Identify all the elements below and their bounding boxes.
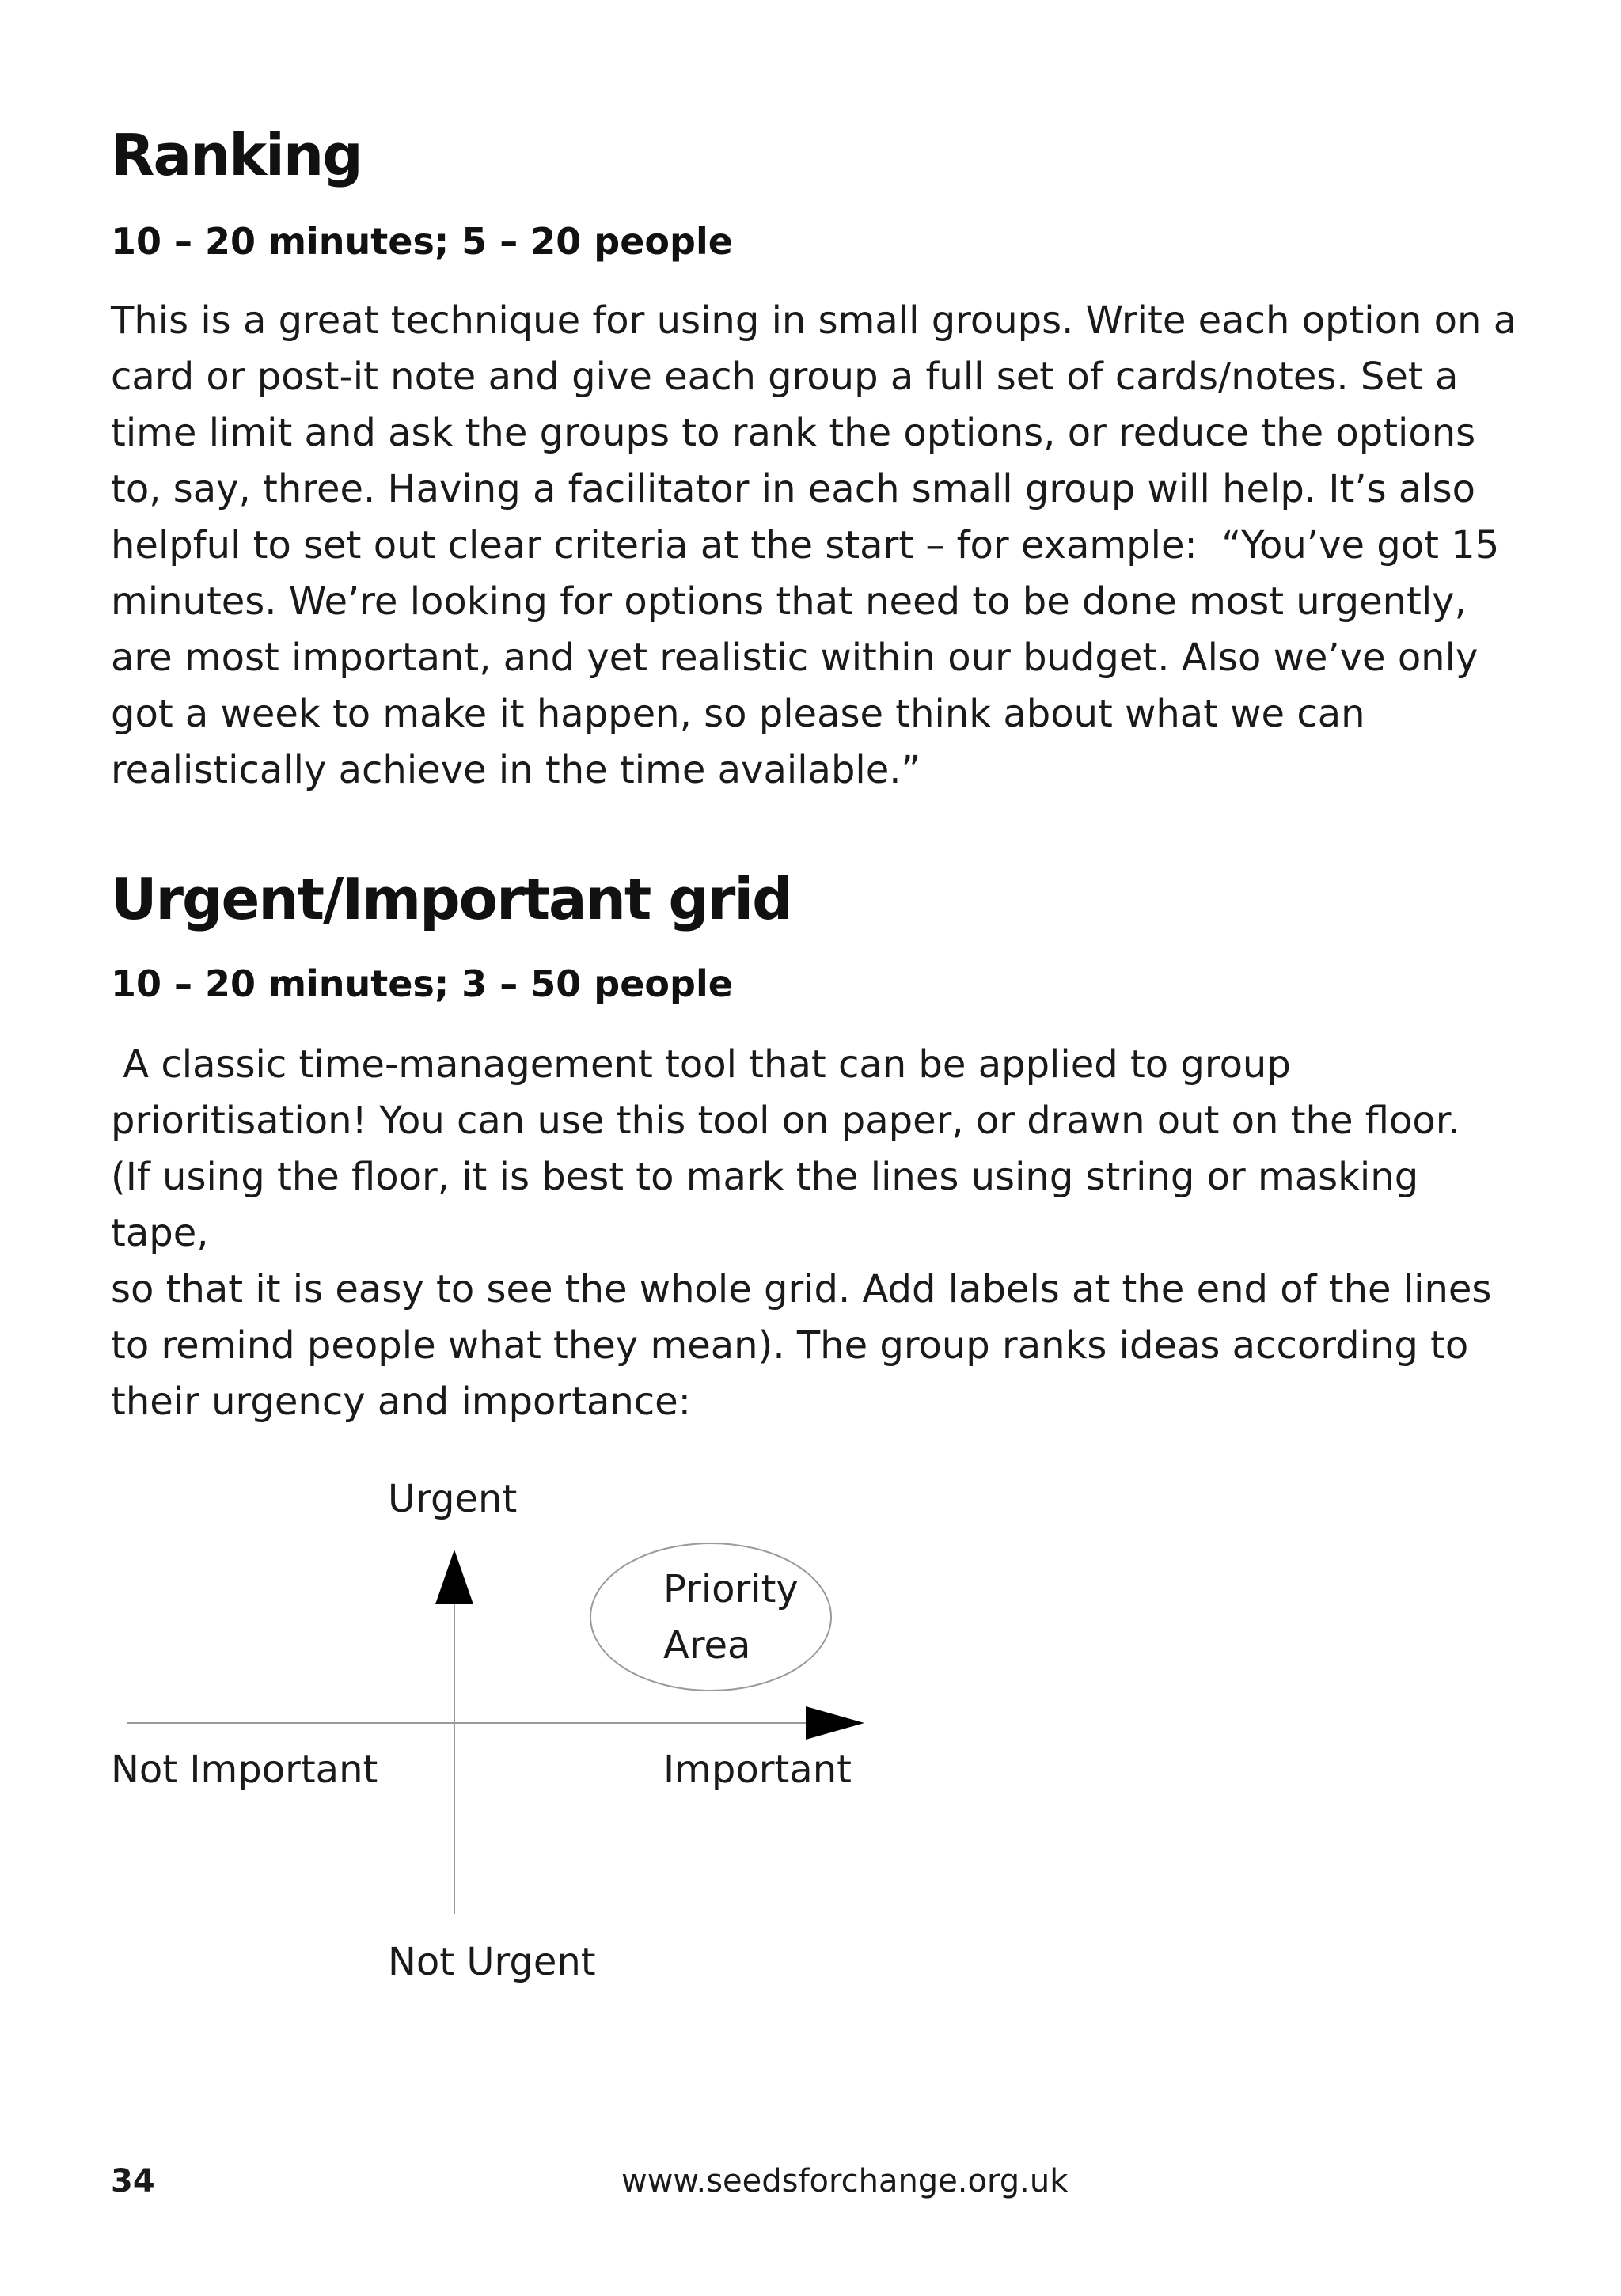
body-line: minutes. We’re looking for options that need to be done most urgently, bbox=[111, 579, 1467, 624]
body-line: This is a great technique for using in small groups. Write each option on a bbox=[111, 298, 1517, 343]
priority-area-label-line: Area bbox=[663, 1623, 751, 1668]
important-axis-label: Important bbox=[663, 1748, 852, 1792]
up-arrow-head bbox=[435, 1550, 473, 1604]
body-line: to remind people what they mean). The group ranks ideas according to bbox=[111, 1323, 1469, 1368]
urgent-important-duration-meta: 10 – 20 minutes; 3 – 50 people bbox=[111, 962, 733, 1005]
ranking-duration-meta: 10 – 20 minutes; 5 – 20 people bbox=[111, 220, 733, 263]
body-line: time limit and ask the groups to rank the options, or reduce the options bbox=[111, 411, 1476, 455]
body-line: to, say, three. Having a facilitator in each small group will help. It’s also bbox=[111, 467, 1475, 511]
page-number: 34 bbox=[111, 2163, 155, 2199]
priority-area-label-line: Priority bbox=[663, 1567, 799, 1611]
urgent-important-body-text bbox=[111, 1037, 1528, 1430]
urgent-important-heading: Urgent/Important grid bbox=[111, 866, 792, 932]
body-line: prioritisation! You can use this tool on paper, or drawn out on the floor. bbox=[111, 1099, 1460, 1143]
not-important-axis-label: Not Important bbox=[111, 1748, 378, 1792]
body-line: are most important, and yet realistic within our budget. Also we’ve only bbox=[111, 636, 1479, 680]
ranking-body-text bbox=[111, 293, 1528, 799]
not-urgent-axis-label: Not Urgent bbox=[388, 1940, 596, 1984]
body-line: helpful to set out clear criteria at the start – for example: “You’ve got 15 bbox=[111, 523, 1500, 567]
urgent-axis-label: Urgent bbox=[388, 1477, 518, 1521]
body-line: (If using the floor, it is best to mark the lines using string or masking tape, bbox=[111, 1155, 1431, 1255]
priority-area-label bbox=[663, 1562, 799, 1674]
footer-url: www.seedsforchange.org.uk bbox=[621, 2163, 1069, 2199]
body-line: A classic time-management tool that can be applied to group bbox=[111, 1042, 1291, 1087]
body-line: got a week to make it happen, so please think about what we can bbox=[111, 692, 1365, 736]
ranking-heading: Ranking bbox=[111, 122, 362, 188]
right-arrow-head bbox=[806, 1706, 864, 1740]
body-line: realistically achieve in the time available.” bbox=[111, 748, 921, 792]
body-line: so that it is easy to see the whole grid. Add labels at the end of the lines bbox=[111, 1267, 1492, 1311]
body-line: their urgency and importance: bbox=[111, 1379, 691, 1424]
body-line: card or post-it note and give each group a full set of cards/notes. Set a bbox=[111, 355, 1459, 399]
